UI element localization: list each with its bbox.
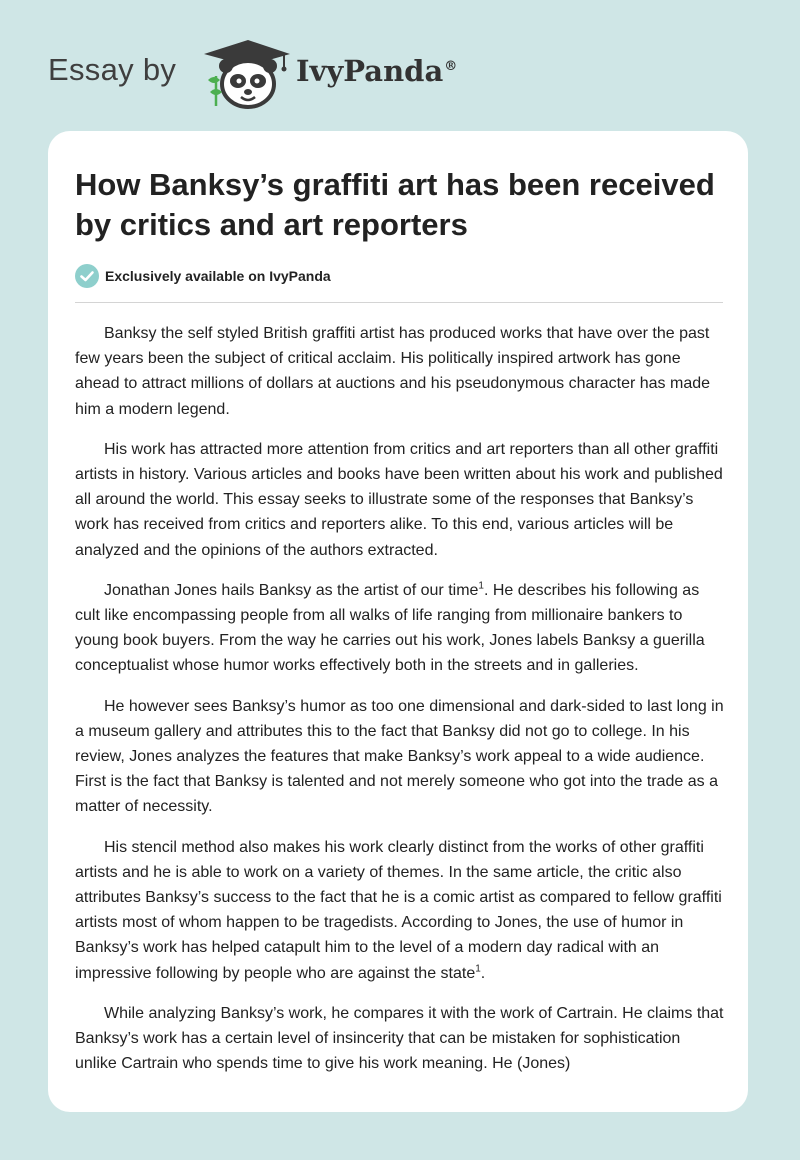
check-circle-icon: [75, 264, 99, 288]
essay-card: [48, 131, 748, 1112]
paragraph: Jonathan Jones hails Banksy as the artist of our time$^1$. He describes his following as cult like encompassing people from all walks of life ranging from millionaire bankers to young book buyers. From the way he carries out his work, Jones labels Banksy a guerilla conceptualist whose humor works effectively both in the streets and in galleries.: [75, 580, 705, 675]
essay-by-label: Essay by: [48, 52, 177, 87]
panda-graduate-icon[interactable]: [196, 36, 296, 110]
exclusive-text: Exclusively available on IvyPanda: [105, 268, 331, 284]
paragraph: Banksy the self styled British graffiti artist has produced works that have over the past few years been the subject of critical acclaim. His politically inspired artwork has gone ahead to attract millions of dollars at auctions and his pseudonymous character has made him a modern legend.: [75, 325, 711, 418]
essay-title: How Banksy’s graffiti art has been received by critics and art reporters: [75, 167, 715, 242]
registered-mark: ®: [444, 59, 458, 75]
footnote-ref[interactable]: 1: [478, 580, 484, 592]
paragraph: His stencil method also makes his work clearly distinct from the works of other graffiti artists and he is able to work on a variety of themes. In the same article, the critic also attributes Banksy’s success to the fact that he is a comic artist as compared to fellow graffiti artists most of whom happen to be tragedists. According to Jones, the use of humor in Banksy’s work has helped catapult him to the level of a modern day radical with an impressive following by people who are against the state$^1$.: [75, 838, 722, 982]
paragraph: His work has attracted more attention from critics and art reporters than all other graffiti artists in history. Various articles and books have been written about his work and published all around the world. This essay seeks to illustrate some of the responses that Banksy’s work has received from critics and reporters alike. To this end, various articles will be analyzed and the opinions of the authors extracted.: [75, 440, 723, 559]
exclusive-badge: [75, 264, 331, 288]
paragraph: While analyzing Banksy’s work, he compares it with the work of Cartrain. He claims that Banksy’s work has a certain level of insincerity that can be mistaken for sophistication unlike Cartrain who spends time to give his work meaning. He (Jones): [75, 1004, 724, 1073]
brand-name[interactable]: IvyPanda®: [296, 54, 458, 88]
divider: [75, 302, 723, 303]
footnote-ref[interactable]: 1: [475, 963, 481, 975]
paragraph: He however sees Banksy’s humor as too one dimensional and dark-sided to last long in a museum gallery and attributes this to the fact that Banksy did not go to college. In his review, Jones analyzes the features that make Banksy’s work appeal to a wide audience. First is the fact that Banksy is talented and not merely someone who got into the trade as a matter of necessity.: [75, 697, 724, 816]
essay-body: [75, 321, 725, 1091]
site-header: [0, 0, 800, 130]
